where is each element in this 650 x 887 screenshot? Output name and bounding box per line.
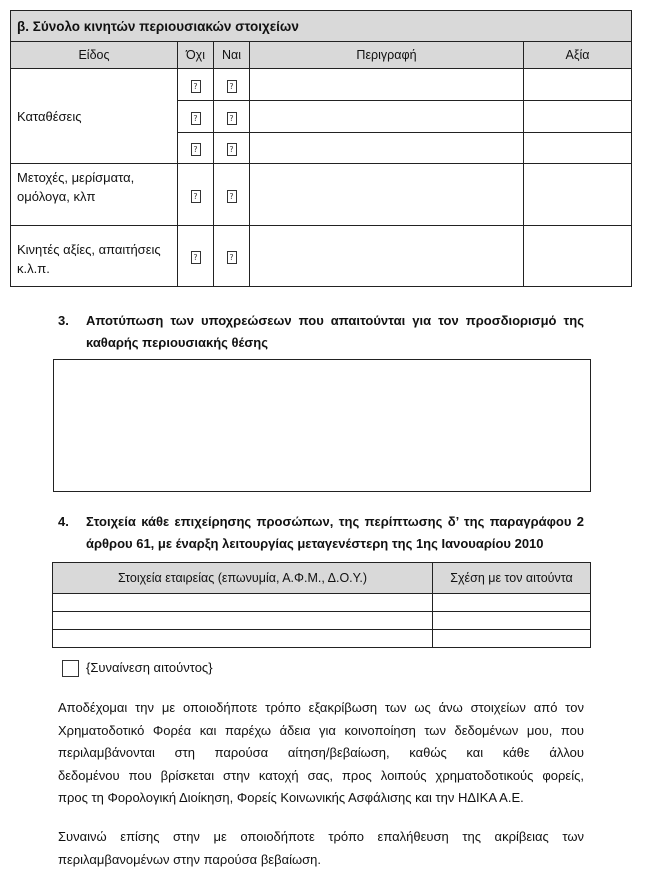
consent-label: {Συναίνεση αιτούντος} [86,660,213,675]
section-4-title-line1: Στοιχεία κάθε επιχείρησης προσώπων, της περίπτωσης δ’ της παραγράφου 2 [86,514,584,529]
checkbox-no[interactable]: ? [191,251,201,264]
consent-checkbox[interactable] [62,660,79,677]
description-cell[interactable] [250,164,524,226]
section-3-title-line1: Αποτύπωση των υποχρεώσεων που απαιτούνται για τον προσδιορισμό της [86,313,584,328]
section-3-title-line2: καθαρής περιουσιακής θέσης [86,335,269,350]
col-header-company: Στοιχεία εταιρείας (επωνυμία, Α.Φ.Μ., Δ.Ο.Υ.) [53,563,433,594]
relation-cell[interactable] [433,594,591,612]
checkbox-no[interactable]: ? [191,112,201,125]
row-kind-securities: Κινητές αξίες, απαιτήσεις κ.λ.π. [11,226,178,287]
movable-assets-table [10,10,632,287]
col-header-no: Όχι [178,42,214,69]
checkbox-yes[interactable]: ? [227,190,237,203]
checkbox-yes[interactable]: ? [227,80,237,93]
description-cell[interactable] [250,226,524,287]
consent-para1-line: προς τη Φορολογική Διοίκηση, Φορείς Κοινωνικής Ασφάλισης και την ΗΔΙΚΑ Α.Ε. [58,790,524,805]
description-cell[interactable] [250,69,524,101]
company-cell[interactable] [53,612,433,630]
relation-cell[interactable] [433,630,591,648]
checkbox-no[interactable]: ? [191,80,201,93]
company-cell[interactable] [53,594,433,612]
section-3-title [86,310,584,354]
consent-para1-line: περιλαμβάνονται στη παρούσα αίτηση/βεβαίωση, καθώς και κάθε άλλου [58,745,584,760]
section-b-title: β. Σύνολο κινητών περιουσιακών στοιχείων [11,11,632,42]
value-cell[interactable] [524,101,632,133]
col-header-yes: Ναι [214,42,250,69]
col-header-value: Αξία [524,42,632,69]
section-4-title [86,511,584,555]
company-cell[interactable] [53,630,433,648]
col-header-kind: Είδος [11,42,178,69]
checkbox-no[interactable]: ? [191,143,201,156]
consent-para1-line: δεδομένου που βρίσκεται στην κατοχή σας, προς λοιπούς χρηματοδοτικούς φορείς, [58,767,584,783]
section-3-number: 3. [58,313,69,328]
section-4-title-line2: άρθρου 61, με έναρξη λειτουργίας μεταγενέστερη της 1ης Ιανουαρίου 2010 [86,536,544,551]
consent-para1-line: Αποδέχομαι την με οποιοδήποτε τρόπο εξακρίβωση των ως άνω στοιχείων από τον [58,700,584,715]
value-cell[interactable] [524,69,632,101]
description-cell[interactable] [250,133,524,164]
col-header-relation: Σχέση με τον αιτούντα [433,563,591,594]
checkbox-yes[interactable]: ? [227,143,237,156]
checkbox-yes[interactable]: ? [227,112,237,125]
value-cell[interactable] [524,164,632,226]
col-header-description: Περιγραφή [250,42,524,69]
value-cell[interactable] [524,133,632,164]
section-4-number: 4. [58,514,69,529]
checkbox-no[interactable]: ? [191,190,201,203]
relation-cell[interactable] [433,612,591,630]
obligations-text-box[interactable] [53,359,591,492]
description-cell[interactable] [250,101,524,133]
checkbox-yes[interactable]: ? [227,251,237,264]
consent-para2-line: περιλαμβανομένων στην παρούσα βεβαίωση. [58,851,321,867]
consent-para1-line: Χρηματοδοτικό Φορέα και παρέχω άδεια για κοινοποίηση των δεδομένων μου, που [58,722,584,738]
value-cell[interactable] [524,226,632,287]
consent-para2-line: Συναινώ επίσης στην με οποιοδήποτε τρόπο επαλήθευση της ακρίβειας των [58,829,584,844]
consent-paragraph-2 [58,826,584,871]
consent-paragraph-1 [58,697,584,810]
row-kind-deposits: Καταθέσεις [11,69,178,164]
row-kind-shares: Μετοχές, μερίσματα, ομόλογα, κλπ [11,164,178,226]
business-details-table [52,562,591,648]
